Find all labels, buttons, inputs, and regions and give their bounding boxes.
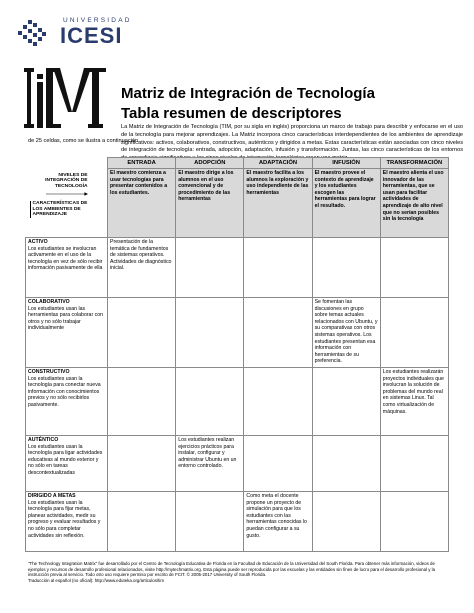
footer-translation: Traducción al español (no oficial): http://www.eduteka.org/articulos/tim xyxy=(28,577,165,583)
row-description: Los estudiantes usan la tecnología para fijar metas, planear actividades, medir su progreso y evaluar resultados y no sólo para completar actividades sin reflexión. xyxy=(28,499,101,539)
matrix-cell xyxy=(108,298,176,368)
table-row-autentico xyxy=(26,436,449,492)
matrix-cell xyxy=(176,238,244,298)
footer-notes xyxy=(28,561,453,583)
column-header-adaptacion: ADAPTACIÓN xyxy=(244,158,312,169)
tim-matrix-table xyxy=(25,157,449,552)
level-description-transformacion: El maestro alienta el uso innovador de las herramientas, que se usan para facilitar actividades de aprendizaje de alto nivel que no serían posibles sin la tecnología xyxy=(380,169,448,238)
matrix-cell xyxy=(108,368,176,436)
matrix-cell xyxy=(244,238,312,298)
matrix-cell: Presentación de la temática de fundamentos de sistemas operativos. Actividades de diagnóstico inicial. xyxy=(108,238,176,298)
matrix-cell: Los estudiantes realizan ejercicios prácticos para instalar, configurar y administrar Ubuntu en un entorno controlado. xyxy=(176,436,244,492)
row-header-activo xyxy=(26,238,108,298)
matrix-cell xyxy=(176,492,244,552)
page-subtitle: Tabla resumen de descriptores xyxy=(121,105,342,122)
matrix-cell xyxy=(244,368,312,436)
axis-label-characteristics: CARACTERÍSTICAS DE LOS AMBIENTES DE APRENDIZAJE xyxy=(30,201,89,218)
matrix-cell xyxy=(312,492,380,552)
row-header-constructivo xyxy=(26,368,108,436)
matrix-cell xyxy=(380,436,448,492)
matrix-cell xyxy=(176,368,244,436)
matrix-cell xyxy=(312,368,380,436)
level-description-entrada: El maestro comienza a usar tecnologías para presentar contenidos a los estudiantes. xyxy=(108,169,176,238)
column-header-row xyxy=(26,158,449,169)
level-description-row xyxy=(26,169,449,238)
row-header-dirigido-a-metas xyxy=(26,492,108,552)
matrix-cell: Como meta el docente propone un proyecto de simulación para que los estudiantes con las herramientas conocidas lo puedan configurar a su gusto. xyxy=(244,492,312,552)
table-row-dirigido-a-metas xyxy=(26,492,449,552)
matrix-cell xyxy=(244,436,312,492)
level-description-adaptacion: El maestro facilita a los alumnos la exploración y uso independiente de las herramientas xyxy=(244,169,312,238)
axis-arrow-icon xyxy=(32,191,102,197)
matrix-cell xyxy=(312,436,380,492)
row-title: COLABORATIVO xyxy=(28,299,70,305)
tim-logo xyxy=(24,68,106,128)
table-row-activo xyxy=(26,238,449,298)
row-title: AUTÉNTICO xyxy=(28,437,59,443)
page-title: Matriz de Integración de Tecnología xyxy=(121,85,375,102)
matrix-cell xyxy=(380,238,448,298)
intro-paragraph-tail: de 25 celdas, como se ilustra a continuación. xyxy=(28,138,140,144)
matrix-cell xyxy=(244,298,312,368)
row-header-colaborativo xyxy=(26,298,108,368)
column-header-infusion: INFUSIÓN xyxy=(312,158,380,169)
column-header-adopcion: ADOPCIÓN xyxy=(176,158,244,169)
university-name: ICESI xyxy=(60,23,123,48)
row-title: CONSTRUCTIVO xyxy=(28,369,70,375)
column-header-transformacion: TRANSFORMACIÓN xyxy=(380,158,448,169)
axis-labels-cell xyxy=(26,169,108,238)
footer-credit: "The Technology Integration Matrix" fue desarrollado por el Centro de Tecnología Educativa de Florida en la Facultad de Educación de la Universidad del South Florida. Para obtener más información, videos de ejemplos y recursos de desarrollo profesional relacionados, visite http://mytechmatrix.org. Esta página puede ser reproducida por las escuelas y las entidades sin fines de lucro para el desarrollo profesional y la instrucción previa al servicio. Todo otro uso requiere permiso por escrito de FCIT. © 2005-2017 University of South Florida. xyxy=(28,561,436,578)
row-header-autentico xyxy=(26,436,108,492)
matrix-cell xyxy=(380,492,448,552)
matrix-cell xyxy=(176,298,244,368)
row-title: ACTIVO xyxy=(28,239,48,245)
row-description: Los estudiantes se involucran activamente en el uso de la tecnología en vez de sólo recibir información pasivamente de ella xyxy=(28,245,103,272)
corner-cell xyxy=(26,158,108,169)
matrix-cell: Se fomentan las discusiones en grupo sobre temas actuales relacionados con Ubuntu, y su comparativas con otros sistemas operativos. Los estudiantes presentan esa información con herramientas de su preferencia. xyxy=(312,298,380,368)
matrix-cell: Los estudiantes realizarán proyectos individuales que involucran la solución de problemas del mundo real en sistemas Linux. Tal como virtualización de máquinas. xyxy=(380,368,448,436)
table-row-colaborativo xyxy=(26,298,449,368)
row-title: DIRIGIDO A METAS xyxy=(28,493,76,499)
column-header-entrada: ENTRADA xyxy=(108,158,176,169)
icesi-logo-icon xyxy=(18,20,46,46)
matrix-cell xyxy=(108,492,176,552)
university-label: UNIVERSIDAD xyxy=(63,17,132,24)
intro-paragraph: La Matriz de Integración de Tecnología (TIM, por su sigla en inglés) proporciona un marco de trabajo para describir y enfocarse en el uso de la tecnología para mejorar aprendizajes. La Matriz incorpora cinco características interdependientes de los ambientes de aprendizaje significativos: activos, colaborativos, constructivos, auténticos y dirigidos a metas. Estas características están asociadas con cinco niveles de integración de tecnología: entrada, adopción, adaptación, infusión y transformación. Juntas, las cinco características de los entornos xyxy=(121,124,463,154)
table-row-constructivo xyxy=(26,368,449,436)
axis-label-levels: NIVELES DE INTEGRACIÓN DE TECNOLOGÍA xyxy=(45,172,88,190)
matrix-cell xyxy=(380,298,448,368)
row-description: Los estudiantes usan la tecnología para conectar nueva información con conocimientos previos y no sólo recibirlos pasivamente. xyxy=(28,375,101,408)
level-description-adopcion: El maestro dirige a los alumnos en el uso convencional y de procedimiento de las herramientas xyxy=(176,169,244,238)
row-description: Los estudiantes usan las herramientas para colaborar con otros y no sólo trabajar individualmente xyxy=(28,305,103,332)
row-description: Los estudiantes usan la tecnología para ligar actividades educativas al mundo exterior y no sólo en tareas descontextualizadas xyxy=(28,443,103,476)
level-description-infusion: El maestro provee el contexto de aprendizaje y los estudiantes escogen las herramientas para lograr el resultado. xyxy=(312,169,380,238)
matrix-cell xyxy=(108,436,176,492)
matrix-cell xyxy=(312,238,380,298)
